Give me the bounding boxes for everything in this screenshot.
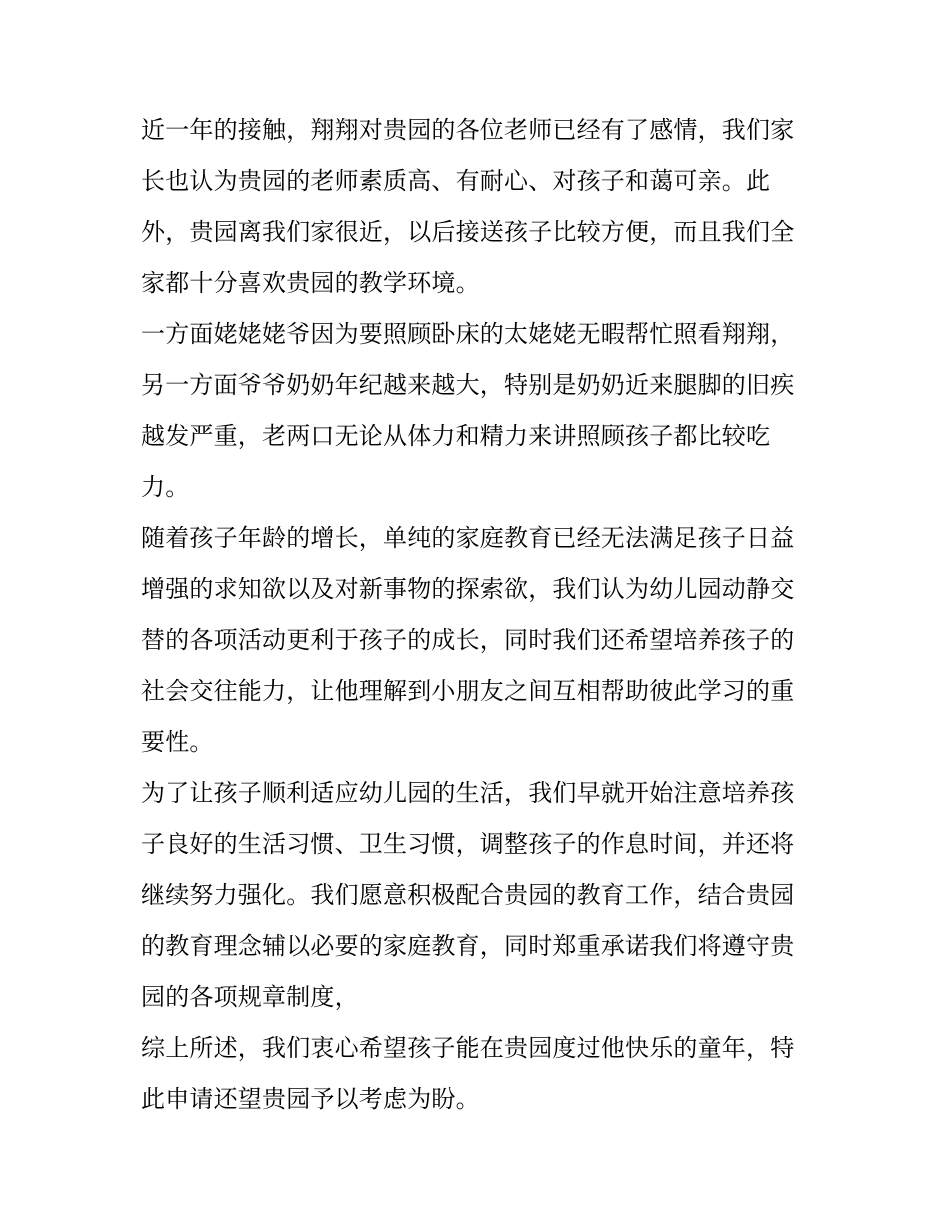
text-line: 要性。 (141, 728, 214, 756)
paragraph-1 (141, 105, 813, 309)
text-line: 子良好的生活习惯、卫生习惯，调整孩子的作息时间，并还将 (141, 830, 795, 858)
paragraph-4 (141, 768, 813, 1023)
text-line: 近一年的接触，翔翔对贵园的各位老师已经有了感情，我们家 (141, 116, 795, 144)
text-line: 外，贵园离我们家很近，以后接送孩子比较方便，而且我们全 (141, 218, 795, 246)
text-line: 的教育理念辅以必要的家庭教育，同时郑重承诺我们将遵守贵 (141, 932, 795, 960)
text-line: 越发严重，老两口无论从体力和精力来讲照顾孩子都比较吃 (141, 422, 771, 450)
text-line: 社会交往能力，让他理解到小朋友之间互相帮助彼此学习的重 (141, 677, 795, 705)
text-line: 另一方面爷爷奶奶年纪越来越大，特别是奶奶近来腿脚的旧疾 (141, 371, 795, 399)
document-body (141, 105, 813, 1125)
text-line: 一方面姥姥姥爷因为要照顾卧床的太姥姥无暇帮忙照看翔翔， (141, 320, 795, 348)
text-line: 替的各项活动更利于孩子的成长，同时我们还希望培养孩子的 (141, 626, 795, 654)
text-line: 综上所述，我们衷心希望孩子能在贵园度过他快乐的童年，特 (141, 1034, 795, 1062)
text-line: 随着孩子年龄的增长，单纯的家庭教育已经无法满足孩子日益 (141, 524, 795, 552)
text-line: 为了让孩子顺利适应幼儿园的生活，我们早就开始注意培养孩 (141, 779, 795, 807)
text-line: 长也认为贵园的老师素质高、有耐心、对孩子和蔼可亲。此 (141, 167, 771, 195)
text-line: 增强的求知欲以及对新事物的探索欲，我们认为幼儿园动静交 (141, 575, 795, 603)
text-line: 继续努力强化。我们愿意积极配合贵园的教育工作，结合贵园 (141, 881, 795, 909)
paragraph-5 (141, 1023, 813, 1125)
paragraph-2 (141, 309, 813, 513)
text-line: 园的各项规章制度， (141, 983, 359, 1011)
text-line: 家都十分喜欢贵园的教学环境。 (141, 269, 480, 297)
paragraph-3 (141, 513, 813, 768)
text-line: 力。 (141, 473, 190, 501)
text-line: 此申请还望贵园予以考虑为盼。 (141, 1085, 480, 1113)
